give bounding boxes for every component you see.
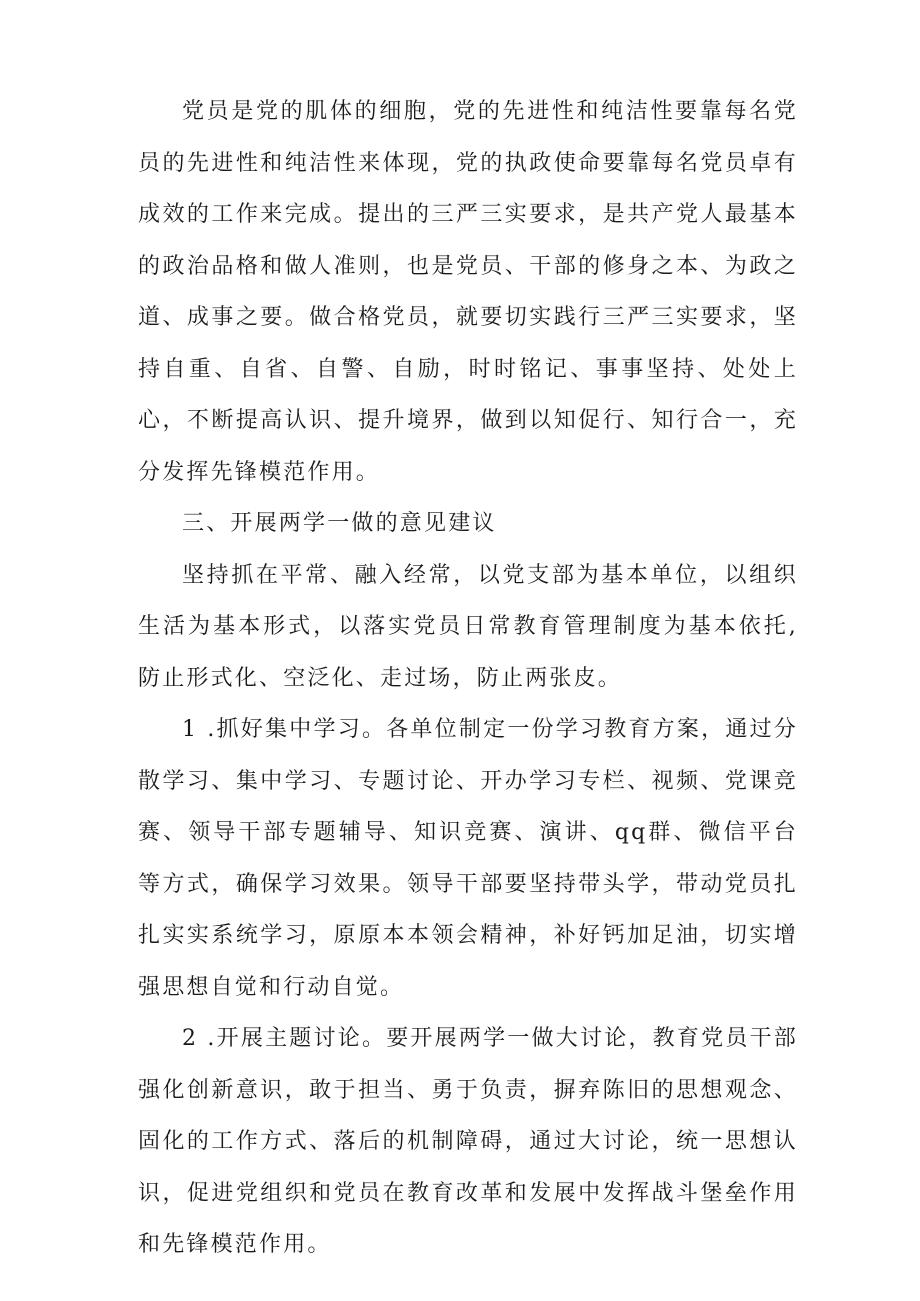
paragraph-principles: 坚持抓在平常、融入经常，以党支部为基本单位，以组织生活为基本形式，以落实党员日常教育管理制度为基本依托,防止形式化、空泛化、走过场，防止两张皮。 <box>138 562 798 691</box>
section-heading-suggestions: 三、开展两学一做的意见建议 <box>182 511 497 536</box>
paragraph-item-1-study: 1 .抓好集中学习。各单位制定一份学习教育方案，通过分散学习、集中学习、专题讨论、开办学习专栏、视频、党课竞赛、领导干部专题辅导、知识竞赛、演讲、qq群、微信平台等方式，确保学习效果。领导干部要坚持带头学，带动党员扎扎实实系统学习，原原本本领会精神，补好钙加足油，切实增强思想自觉和行动自觉。 <box>138 717 798 1000</box>
document-body <box>138 86 798 1271</box>
paragraph-party-member-role: 党员是党的肌体的细胞，党的先进性和纯洁性要靠每名党员的先进性和纯洁性来体现，党的执政使命要靠每名党员卓有成效的工作来完成。提出的三严三实要求，是共产党人最基本的政治品格和做人准则，也是党员、干部的修身之本、为政之道、成事之要。做合格党员，就要切实践行三严三实要求，坚持自重、自省、自警、自励，时时铭记、事事坚持、处处上心，不断提高认识、提升境界，做到以知促行、知行合一，充分发挥先锋模范作用。 <box>138 99 798 485</box>
paragraph-item-2-discussion: 2 .开展主题讨论。要开展两学一做大讨论，教育党员干部强化创新意识，敢于担当、勇于负责，摒弃陈旧的思想观念、固化的工作方式、落后的机制障碍，通过大讨论，统一思想认识，促进党组织和党员在教育改革和发展中发挥战斗堡垒作用和先锋模范作用。 <box>138 1026 798 1257</box>
